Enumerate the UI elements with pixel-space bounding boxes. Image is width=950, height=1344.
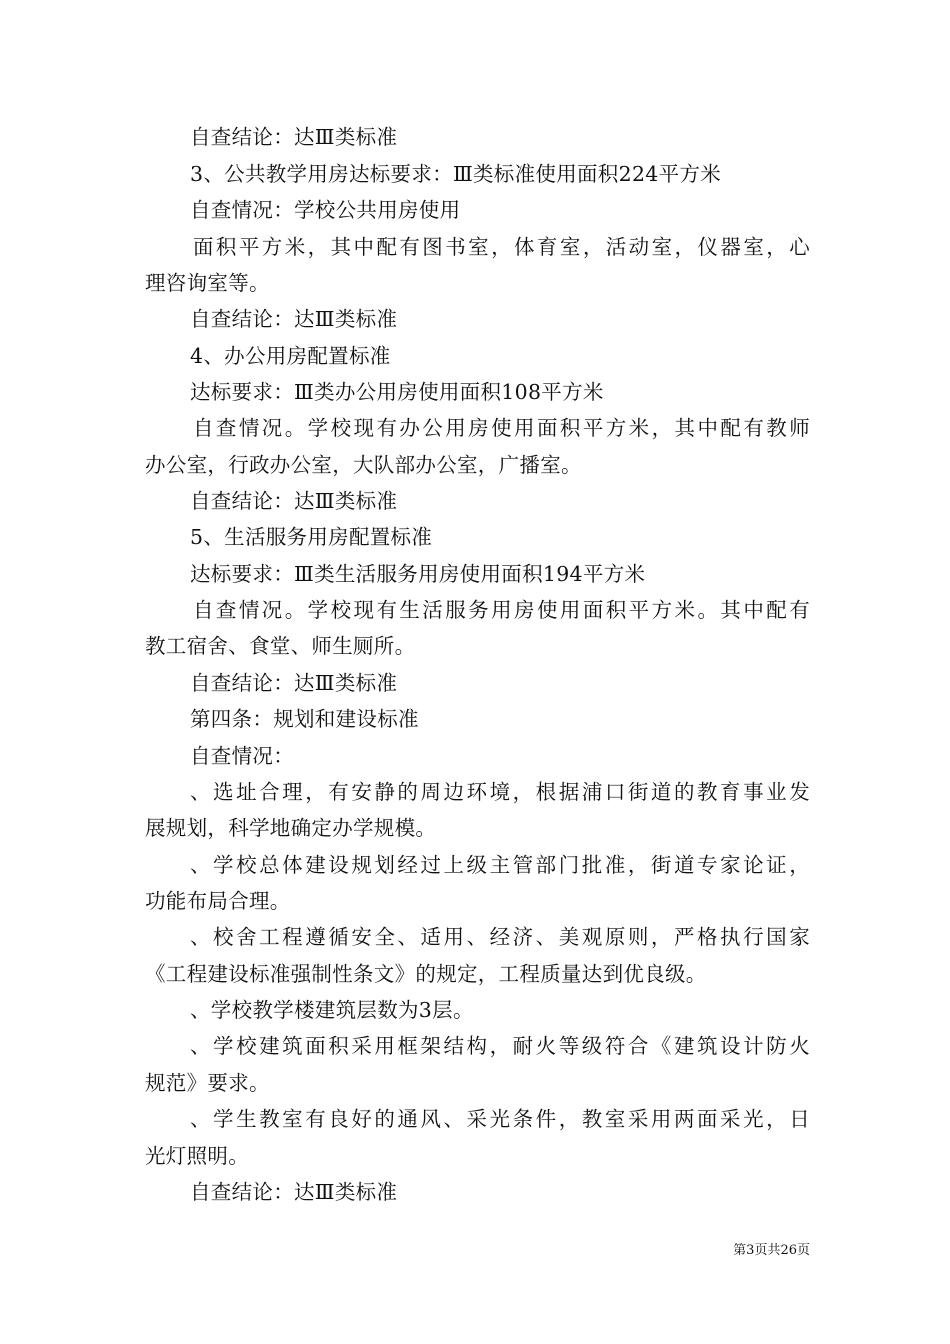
paragraph-line: 、学生教室有良好的通风、采光条件，教室采用两面采光，日 [190,1107,810,1131]
paragraph-line: 5、生活服务用房配置标准 [190,525,433,549]
paragraph-line: 、选址合理，有安静的周边环境，根据浦口街道的教育事业发 [190,780,810,804]
paragraph-line: 光灯照明。 [145,1144,249,1168]
paragraph-line: 自查情况：学校公共用房使用 [190,198,461,222]
paragraph-line: 达标要求：Ⅲ类办公用房使用面积108平方米 [190,380,604,404]
paragraph-line: 自查结论：达Ⅲ类标准 [190,307,398,331]
paragraph-line: 、学校总体建设规划经过上级主管部门批准，街道专家论证， [190,853,810,877]
paragraph-line: 办公室，行政办公室，大队部办公室，广播室。 [145,453,582,477]
paragraph-line: 4、办公用房配置标准 [190,344,391,368]
paragraph-line: 自查情况。学校现有办公用房使用面积平方米，其中配有教师 [193,416,810,440]
paragraph-line: 面积平方米，其中配有图书室，体育室，活动室，仪器室，心 [193,235,810,259]
paragraph-line: 规范》要求。 [145,1071,270,1095]
paragraph-line: 自查结论：达Ⅲ类标准 [190,489,398,513]
paragraph-line: 展规划，科学地确定办学规模。 [145,816,437,840]
paragraph-line: 自查结论：达Ⅲ类标准 [190,1180,398,1204]
paragraph-line: 、学校建筑面积采用框架结构，耐火等级符合《建筑设计防火 [190,1034,810,1058]
paragraph-line: 自查结论：达Ⅲ类标准 [190,671,398,695]
paragraph-line: 《工程建设标准强制性条文》的规定，工程质量达到优良级。 [145,962,707,986]
paragraph-line: 、学校教学楼建筑层数为3层。 [190,998,474,1022]
paragraph-line: 3、公共教学用房达标要求：Ⅲ类标准使用面积224平方米 [190,162,722,186]
paragraph-line: 第四条：规划和建设标准 [190,707,419,731]
paragraph-line: 教工宿舍、食堂、师生厕所。 [145,634,416,658]
paragraph-line: 自查情况。学校现有生活服务用房使用面积平方米。其中配有 [193,598,810,622]
paragraph-line: 自查情况： [190,744,294,768]
page-number-footer: 第3页共26页 [733,1243,810,1258]
paragraph-line: 功能布局合理。 [145,889,291,913]
paragraph-line: 、校舍工程遵循安全、适用、经济、美观原则，严格执行国家 [190,925,810,949]
paragraph-line: 理咨询室等。 [145,271,270,295]
paragraph-line: 自查结论：达Ⅲ类标准 [190,125,398,149]
paragraph-line: 达标要求：Ⅲ类生活服务用房使用面积194平方米 [190,562,646,586]
